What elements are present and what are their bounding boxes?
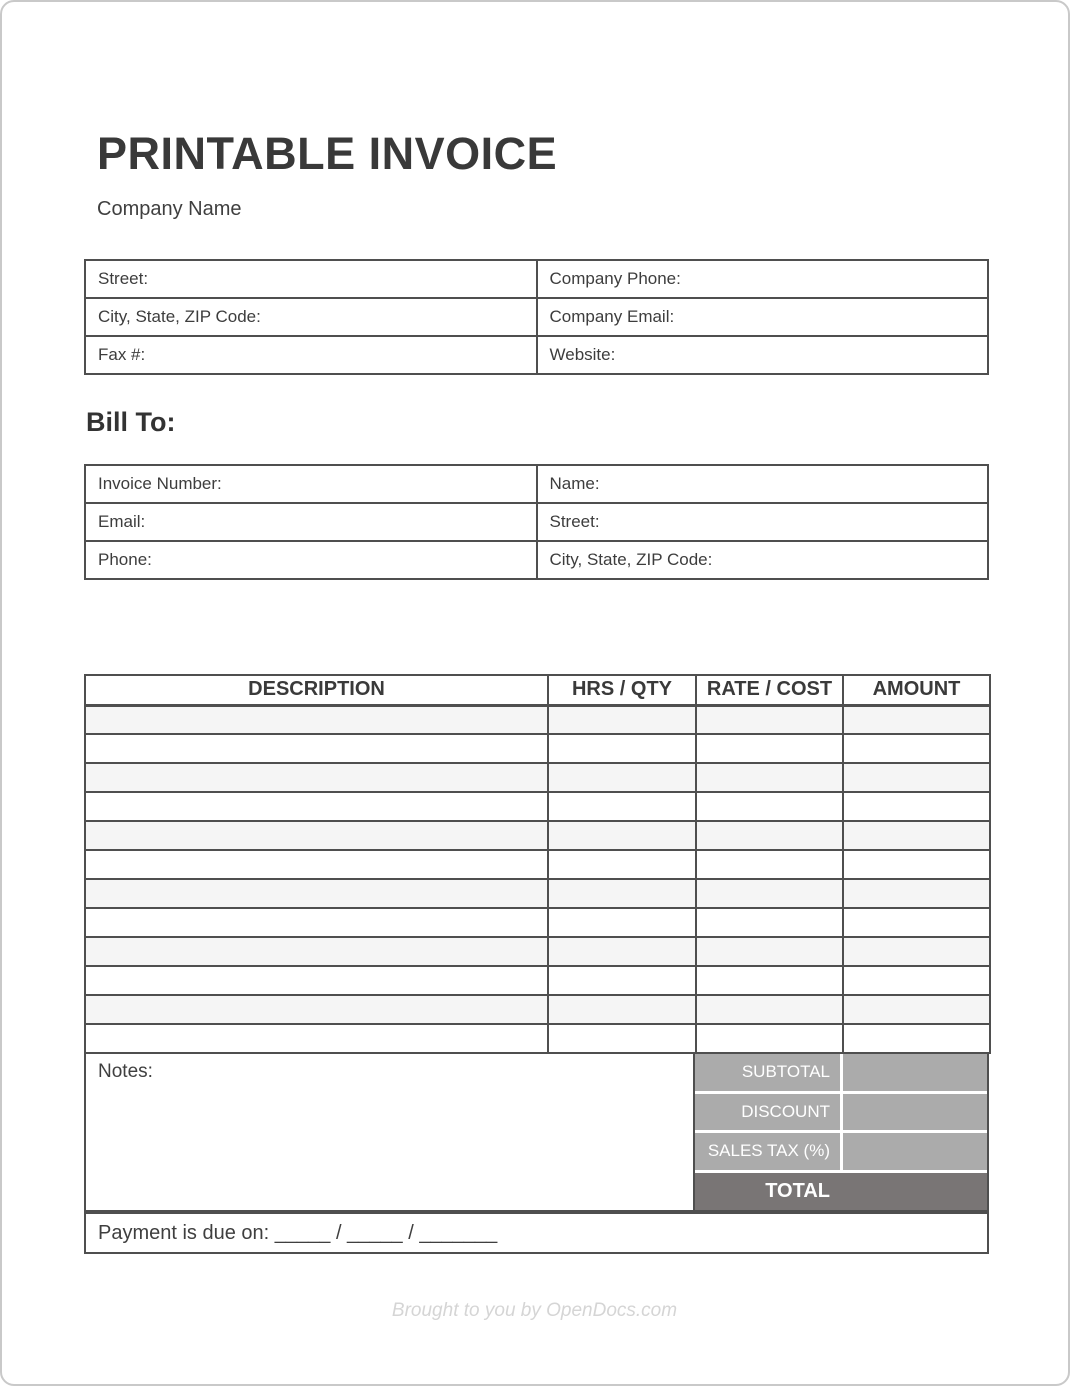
item-cell[interactable] <box>548 850 696 879</box>
item-cell[interactable] <box>696 734 843 763</box>
field-label: City, State, ZIP Code: <box>549 550 713 569</box>
item-cell[interactable] <box>696 1024 843 1053</box>
item-cell[interactable] <box>843 821 990 850</box>
item-cell[interactable] <box>548 821 696 850</box>
field-label: Street: <box>549 512 600 531</box>
company-fax-field[interactable] <box>85 336 537 374</box>
item-cell[interactable] <box>548 995 696 1024</box>
client-phone-field[interactable] <box>85 541 537 579</box>
subtotal-label: SUBTOTAL <box>695 1054 840 1091</box>
column-header-description: DESCRIPTION <box>85 675 548 705</box>
total-row <box>695 1173 987 1210</box>
item-cell[interactable] <box>696 966 843 995</box>
company-info-table <box>84 259 989 375</box>
invoice-number-field[interactable] <box>85 465 537 503</box>
item-cell[interactable] <box>696 705 843 734</box>
client-city-state-zip-field[interactable] <box>537 541 989 579</box>
item-cell[interactable] <box>843 850 990 879</box>
bill-to-heading: Bill To: <box>86 407 176 437</box>
table-row <box>85 503 988 541</box>
sales-tax-label: SALES TAX (%) <box>695 1133 840 1170</box>
field-label: Company Email: <box>549 307 675 326</box>
table-row <box>85 465 988 503</box>
item-cell[interactable] <box>85 1024 548 1053</box>
item-cell[interactable] <box>843 734 990 763</box>
item-cell[interactable] <box>843 705 990 734</box>
table-row <box>85 336 988 374</box>
subtotal-row <box>695 1054 987 1091</box>
discount-value-field[interactable] <box>843 1094 987 1131</box>
item-cell[interactable] <box>85 908 548 937</box>
payment-due-text: Payment is due on: _____ / _____ / _______ <box>98 1221 498 1244</box>
item-cell[interactable] <box>548 734 696 763</box>
company-email-field[interactable] <box>537 298 989 336</box>
discount-row <box>695 1094 987 1131</box>
company-city-state-zip-field[interactable] <box>85 298 537 336</box>
notes-and-totals <box>84 1054 989 1212</box>
item-cell[interactable] <box>696 850 843 879</box>
item-row <box>85 966 990 995</box>
item-row <box>85 908 990 937</box>
item-cell[interactable] <box>843 763 990 792</box>
footer-branding: Brought to you by OpenDocs.com <box>391 1300 678 1321</box>
field-label: Name: <box>549 474 600 493</box>
item-cell[interactable] <box>548 763 696 792</box>
item-cell[interactable] <box>843 937 990 966</box>
subtotal-value-field[interactable] <box>843 1054 987 1091</box>
company-street-field[interactable] <box>85 260 537 298</box>
item-row <box>85 879 990 908</box>
item-cell[interactable] <box>696 995 843 1024</box>
item-cell[interactable] <box>843 1024 990 1053</box>
item-cell[interactable] <box>85 879 548 908</box>
item-row <box>85 792 990 821</box>
item-cell[interactable] <box>696 792 843 821</box>
sales-tax-value-field[interactable] <box>843 1133 987 1170</box>
field-label: Email: <box>98 512 146 531</box>
client-street-field[interactable] <box>537 503 989 541</box>
item-cell[interactable] <box>85 995 548 1024</box>
table-row <box>85 298 988 336</box>
item-cell[interactable] <box>548 908 696 937</box>
item-cell[interactable] <box>696 763 843 792</box>
page-title: PRINTABLE INVOICE <box>97 128 558 179</box>
item-cell[interactable] <box>696 908 843 937</box>
item-row <box>85 763 990 792</box>
item-row <box>85 850 990 879</box>
item-cell[interactable] <box>548 966 696 995</box>
item-cell[interactable] <box>85 792 548 821</box>
item-cell[interactable] <box>843 995 990 1024</box>
field-label: Invoice Number: <box>98 474 222 493</box>
item-cell[interactable] <box>548 792 696 821</box>
client-email-field[interactable] <box>85 503 537 541</box>
item-row <box>85 821 990 850</box>
field-label: City, State, ZIP Code: <box>98 307 261 326</box>
item-cell[interactable] <box>696 821 843 850</box>
item-cell[interactable] <box>843 966 990 995</box>
items-body <box>85 705 990 1053</box>
field-label: Phone: <box>98 550 152 569</box>
bill-to-table <box>84 464 989 580</box>
company-name-label: Company Name <box>97 198 242 220</box>
item-cell[interactable] <box>85 821 548 850</box>
notes-field[interactable] <box>86 1054 695 1210</box>
item-cell[interactable] <box>548 1024 696 1053</box>
field-label: Website: <box>549 345 616 364</box>
item-row <box>85 705 990 734</box>
field-label: Fax #: <box>98 345 146 364</box>
item-cell[interactable] <box>843 908 990 937</box>
item-row <box>85 734 990 763</box>
item-cell[interactable] <box>85 966 548 995</box>
item-cell[interactable] <box>85 850 548 879</box>
item-row <box>85 937 990 966</box>
item-cell[interactable] <box>85 937 548 966</box>
column-header-hrs-qty: HRS / QTY <box>548 675 696 705</box>
item-cell[interactable] <box>548 937 696 966</box>
notes-label: Notes: <box>98 1061 153 1082</box>
total-label: TOTAL <box>765 1179 830 1202</box>
item-cell[interactable] <box>548 705 696 734</box>
item-row <box>85 995 990 1024</box>
item-cell[interactable] <box>843 792 990 821</box>
sales-tax-row <box>695 1133 987 1170</box>
item-row <box>85 1024 990 1053</box>
company-website-field[interactable] <box>537 336 989 374</box>
discount-label: DISCOUNT <box>695 1094 840 1131</box>
payment-due-field[interactable] <box>84 1212 989 1254</box>
items-header-row <box>85 675 990 705</box>
item-cell[interactable] <box>696 937 843 966</box>
item-cell[interactable] <box>85 734 548 763</box>
column-header-amount: AMOUNT <box>843 675 990 705</box>
company-phone-field[interactable] <box>537 260 989 298</box>
field-label: Street: <box>98 269 149 288</box>
item-cell[interactable] <box>85 763 548 792</box>
line-items-table <box>84 674 991 1054</box>
field-label: Company Phone: <box>549 269 681 288</box>
table-row <box>85 541 988 579</box>
item-cell[interactable] <box>843 879 990 908</box>
totals-block <box>695 1054 987 1210</box>
item-cell[interactable] <box>548 879 696 908</box>
item-cell[interactable] <box>85 705 548 734</box>
table-row <box>85 260 988 298</box>
invoice-content <box>2 128 1068 1322</box>
client-name-field[interactable] <box>537 465 989 503</box>
item-cell[interactable] <box>696 879 843 908</box>
column-header-rate-cost: RATE / COST <box>696 675 843 705</box>
